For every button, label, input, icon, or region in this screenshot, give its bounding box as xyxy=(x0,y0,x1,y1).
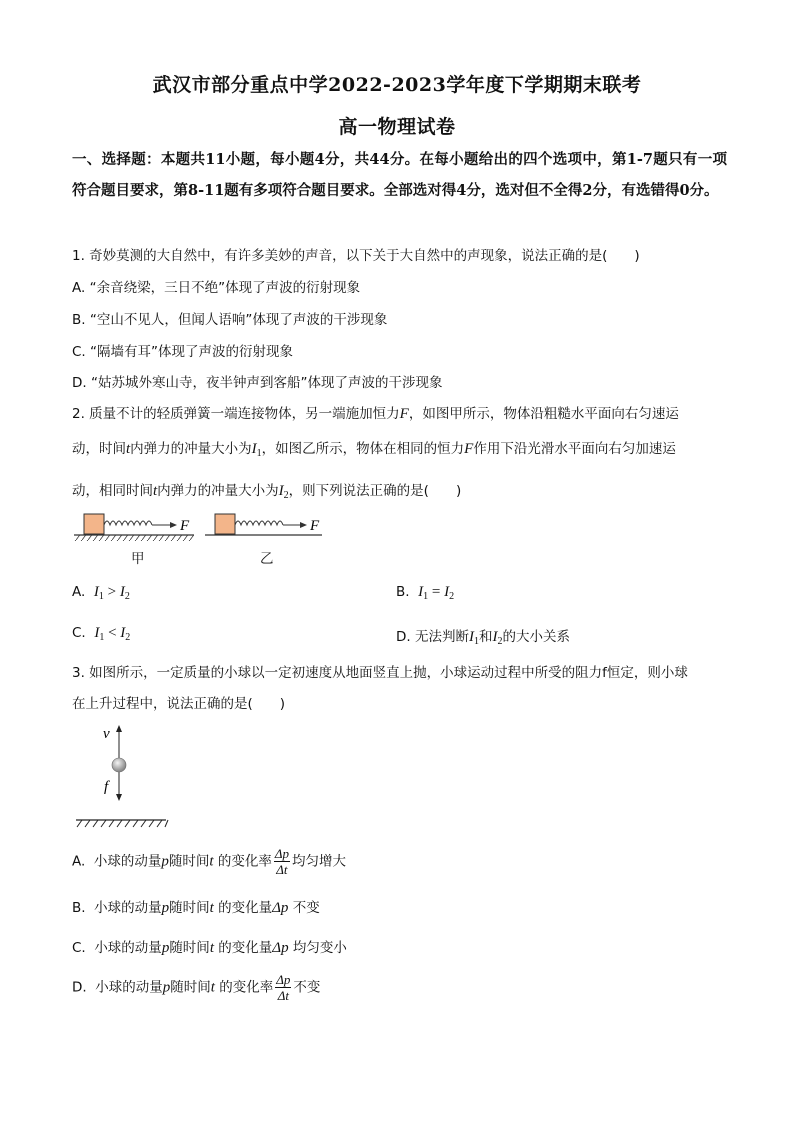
q2-option-b: B. $I_1 = I_2$ xyxy=(396,584,455,602)
figure-yi xyxy=(205,514,322,535)
section-heading: 一、选择题：本题共11小题，每小题4分，共44分。在每小题给出的四个选项中，第1-7题只有一项符合题目要求，第8-11题有多项符合题目要求。全部选对得4分，选对但不全得2分，有选错得0分。 xyxy=(72,151,727,199)
fig-label-yi: 乙 xyxy=(260,551,274,567)
q1-stem: 1. 奇妙莫测的大自然中，有许多美妙的声音，以下关于大自然中的声现象，说法正确的是( ) xyxy=(72,248,640,264)
q3-stem-line2: 在上升过程中，说法正确的是( ) xyxy=(72,696,286,712)
q2-option-a: A. $I_1 > I_2$ xyxy=(72,584,130,602)
exam-subtitle: 高一物理试卷 xyxy=(338,116,456,138)
q3-option-c: C. 小球的动量p随时间t 的变化量Δp 均匀变小 xyxy=(72,940,347,956)
force-label-yi: F xyxy=(310,518,320,534)
q2-figure xyxy=(70,508,340,566)
q1-option-c: C. “隔墙有耳”体现了声波的衍射现象 xyxy=(72,344,293,360)
q3-option-a: A. 小球的动量p随时间t 的变化率 $\frac{\Delta p}{\Delta t}$ 均匀增大 xyxy=(72,846,346,877)
q2-stem-line2: 动，时间t内弹力的冲量大小为$I_1$，如图乙所示，物体在相同的恒力F作用下沿光滑水平面向右匀加速运 xyxy=(72,441,676,459)
figure-jia xyxy=(74,514,194,541)
q1-option-b: B. “空山不见人，但闻人语响”体现了声波的干涉现象 xyxy=(72,312,388,328)
exam-title: 武汉市部分重点中学2022-2023学年度下学期期末联考 xyxy=(152,74,642,96)
q2-stem-line3: 动，相同时间t内弹力的冲量大小为$I_2$，则下列说法正确的是( ) xyxy=(72,483,462,501)
q1-option-d: D. “姑苏城外寒山寺，夜半钟声到客船”体现了声波的干涉现象 xyxy=(72,375,443,391)
force-label-jia: F xyxy=(180,518,190,534)
q1-option-a: A. “余音绕梁，三日不绝”体现了声波的衍射现象 xyxy=(72,280,361,296)
q2-option-d: D. 无法判断$I_1$和$I_2$的大小关系 xyxy=(396,629,570,647)
q3-figure xyxy=(70,722,180,832)
fraction-dp-dt: $\frac{\Delta p}{\Delta t}$ xyxy=(276,972,291,1003)
fraction-dp-dt: $\frac{\Delta p}{\Delta t}$ xyxy=(274,846,289,877)
q3-stem-line1: 3. 如图所示，一定质量的小球以一定初速度从地面竖直上抛，小球运动过程中所受的阻力f恒定，则小球 xyxy=(72,665,688,681)
velocity-label: v xyxy=(103,726,110,742)
q3-option-b: B. 小球的动量p随时间t 的变化量Δp 不变 xyxy=(72,900,320,916)
fig-label-jia: 甲 xyxy=(131,551,145,567)
q3-option-d: D. 小球的动量p随时间t 的变化率 $\frac{\Delta p}{\Delta t}$ 不变 xyxy=(72,972,321,1003)
q2-stem-line1: 2. 质量不计的轻质弹簧一端连接物体，另一端施加恒力F，如图甲所示，物体沿粗糙水平面向右匀速运 xyxy=(72,406,679,422)
q2-option-c: C. $I_1 < I_2$ xyxy=(72,625,131,643)
drag-label: f xyxy=(104,779,109,795)
